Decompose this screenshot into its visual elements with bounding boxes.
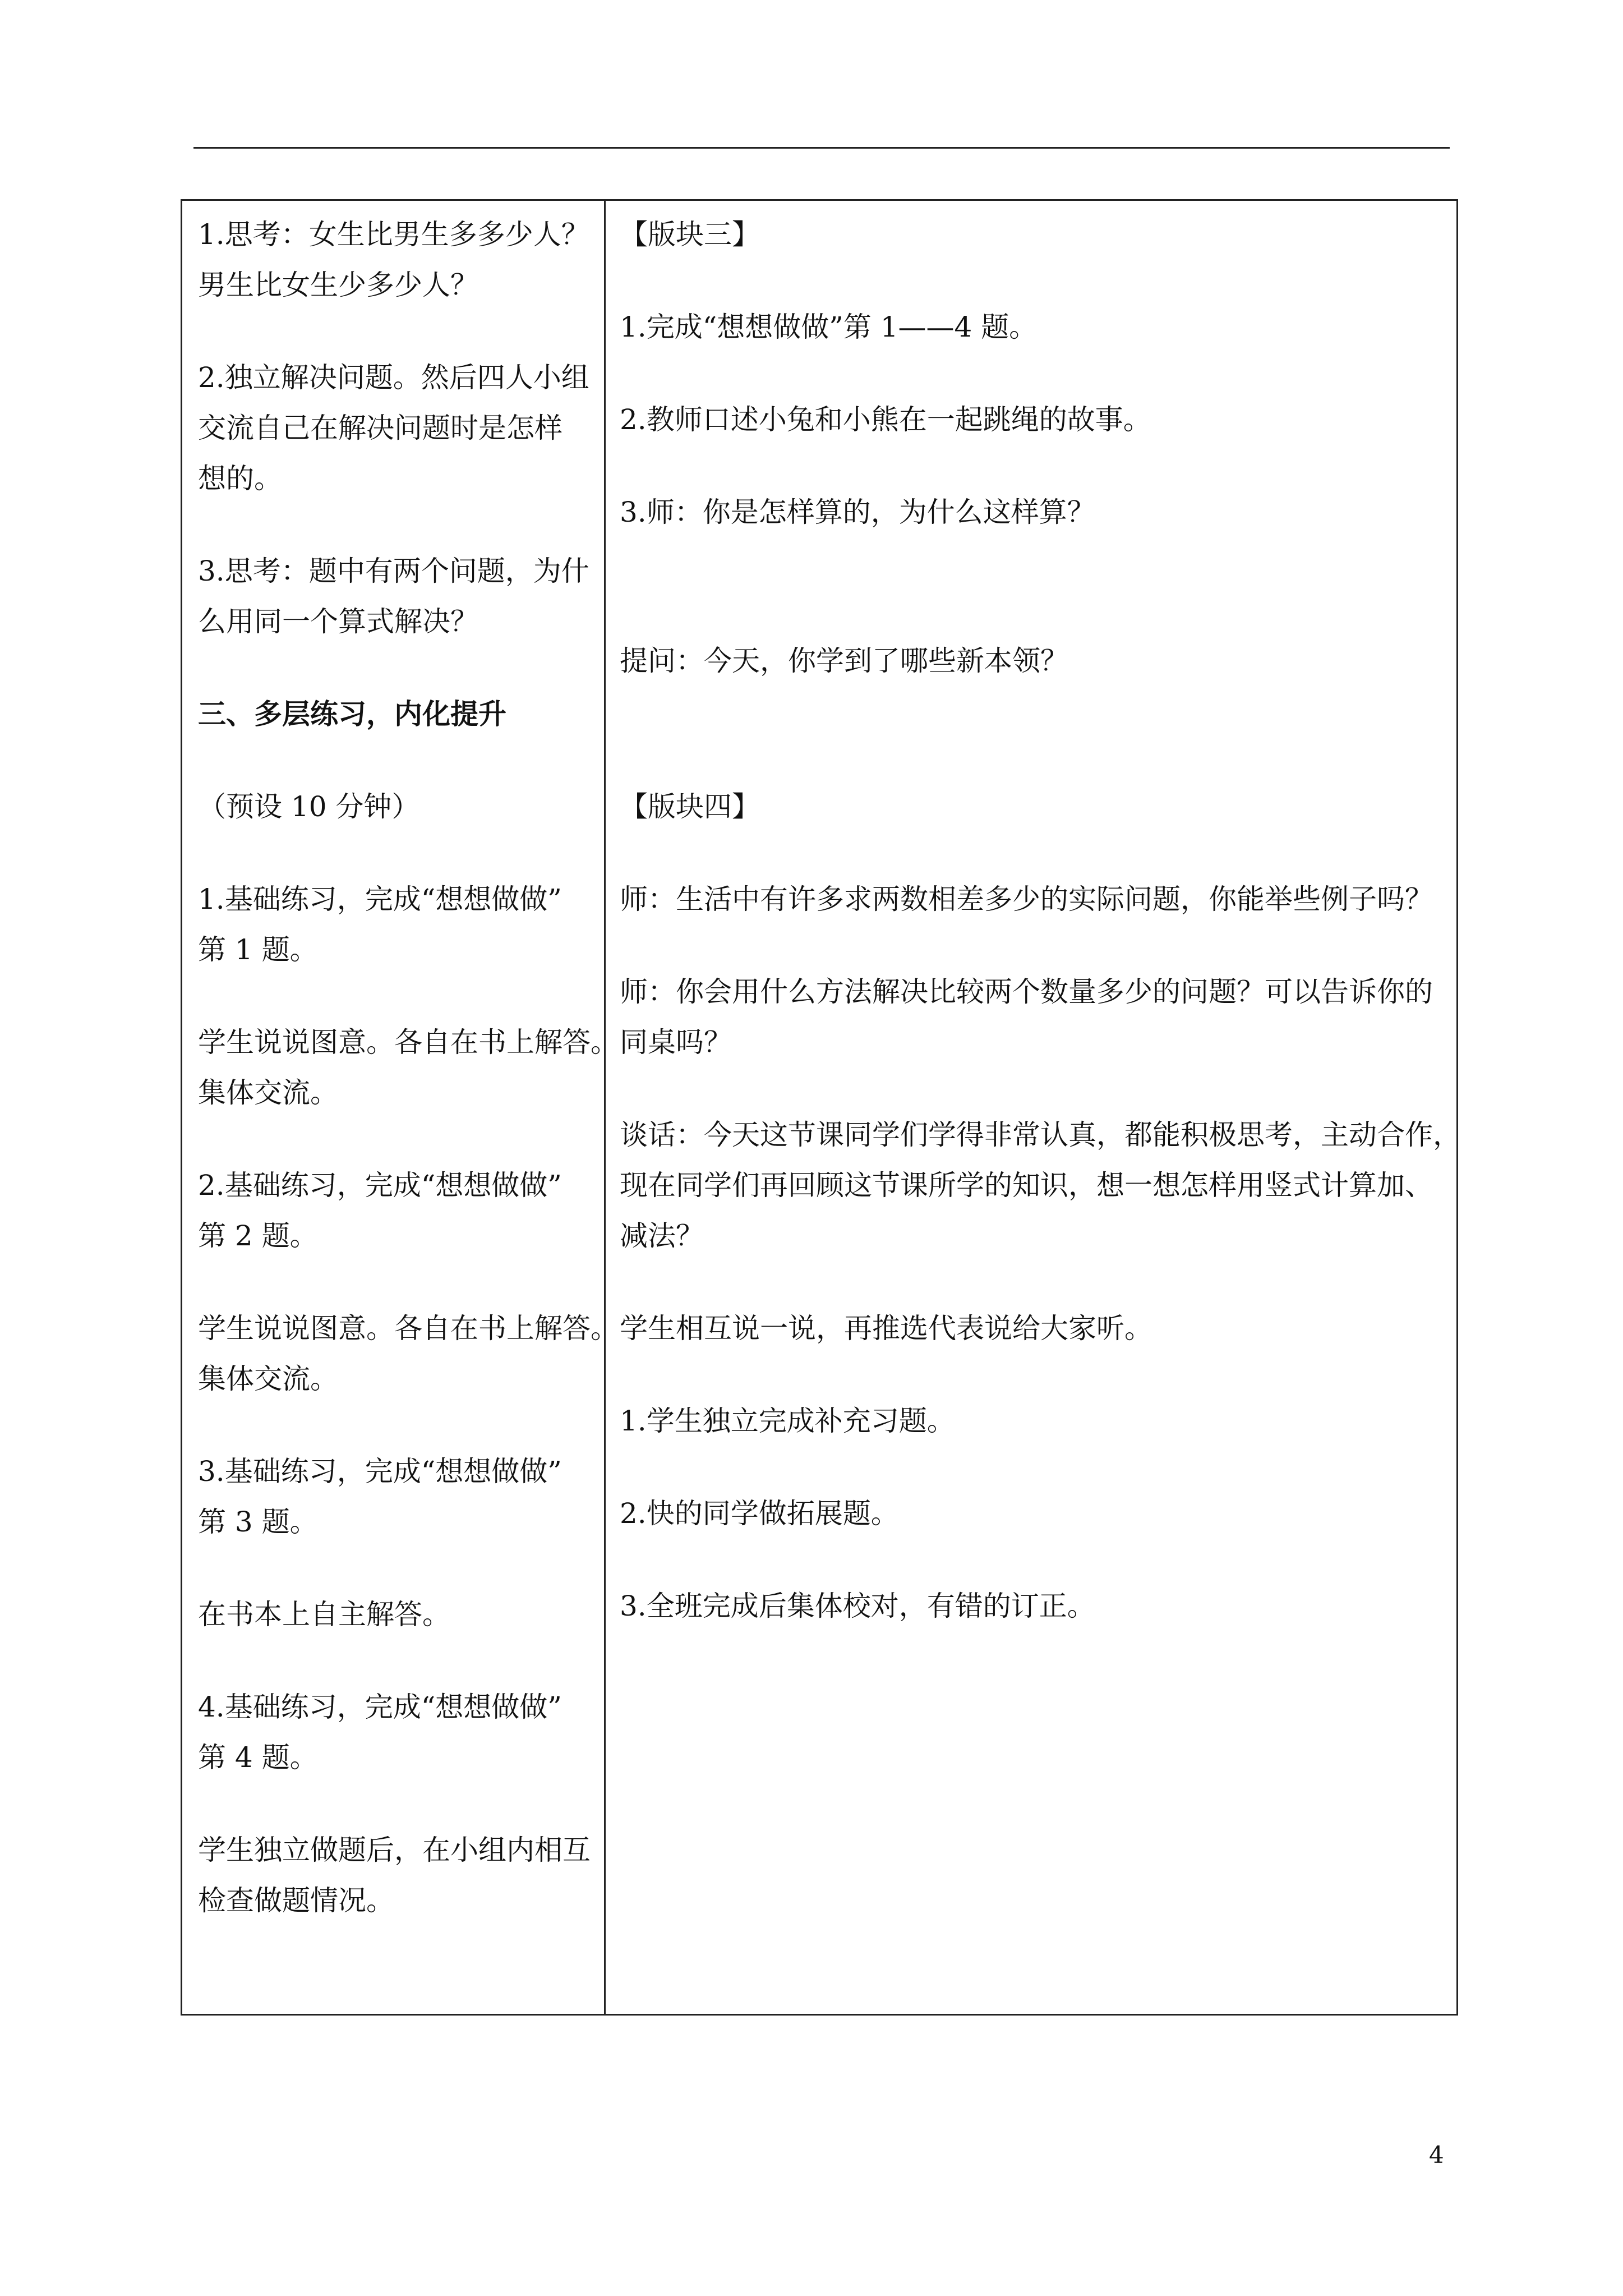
text-line: 1.完成“想想做做”第 1——4 题。: [620, 311, 1038, 343]
text-line: 集体交流。: [198, 1363, 338, 1395]
text-line: 师：生活中有许多求两数相差多少的实际问题，你能举些例子吗？: [620, 883, 1433, 915]
text-line: 在书本上自主解答。: [198, 1598, 450, 1631]
text-line: 学生独立做题后，在小组内相互: [198, 1834, 591, 1866]
text-line: 3.基础练习，完成“想想做做”: [198, 1455, 562, 1488]
text-line: 1.学生独立完成补充习题。: [620, 1405, 955, 1437]
page-number: 4: [1429, 2141, 1444, 2169]
header-rule: [193, 147, 1450, 149]
text-line: 师：你会用什么方法解决比较两个数量多少的问题？可以告诉你的: [620, 976, 1433, 1008]
text-line: 【版块四】: [620, 790, 760, 823]
text-line: 学生相互说一说，再推选代表说给大家听。: [620, 1312, 1152, 1345]
text-line: 第 1 题。: [198, 933, 318, 966]
text-line: 2.教师口述小兔和小熊在一起跳绳的故事。: [620, 403, 1151, 436]
text-line: 检查做题情况。: [198, 1884, 394, 1917]
text-line: 学生说说图意。各自在书上解答。: [198, 1312, 619, 1345]
text-line: 现在同学们再回顾这节课所学的知识，想一想怎样用竖式计算加、: [620, 1169, 1433, 1202]
text-line: 么用同一个算式解决？: [198, 605, 478, 638]
column-divider: [604, 201, 606, 2014]
text-line: 2.基础练习，完成“想想做做”: [198, 1169, 562, 1202]
lesson-table: [181, 199, 1461, 2016]
text-line: 2.快的同学做拓展题。: [620, 1497, 899, 1530]
text-line: 1.思考：女生比男生多多少人？: [198, 218, 589, 251]
text-line: 3.思考：题中有两个问题，为什: [198, 555, 589, 587]
text-line: 谈话：今天这节课同学们学得非常认真，都能积极思考，主动合作，: [620, 1119, 1461, 1151]
text-line: 男生比女生少多少人？: [198, 269, 478, 301]
text-line: 想的。: [198, 462, 282, 495]
text-line: 4.基础练习，完成“想想做做”: [198, 1691, 562, 1723]
text-line: 第 2 题。: [198, 1220, 318, 1252]
text-line: 第 4 题。: [198, 1741, 318, 1774]
text-line: 同桌吗？: [620, 1026, 732, 1059]
text-line: 1.基础练习，完成“想想做做”: [198, 883, 562, 915]
text-line: 2.独立解决问题。然后四人小组: [198, 361, 589, 394]
text-line: 三、多层练习，内化提升: [198, 697, 506, 730]
text-line: 集体交流。: [198, 1076, 338, 1109]
text-line: 提问：今天，你学到了哪些新本领？: [620, 645, 1068, 677]
text-line: 【版块三】: [620, 218, 760, 251]
text-line: 3.全班完成后集体校对，有错的订正。: [620, 1590, 1095, 1622]
text-line: 交流自己在解决问题时是怎样: [198, 412, 562, 444]
text-line: 3.师：你是怎样算的，为什么这样算？: [620, 496, 1095, 528]
text-line: （预设 10 分钟）: [198, 790, 420, 823]
text-line: 学生说说图意。各自在书上解答。: [198, 1026, 619, 1059]
text-line: 减法？: [620, 1220, 704, 1252]
text-line: 第 3 题。: [198, 1506, 318, 1538]
